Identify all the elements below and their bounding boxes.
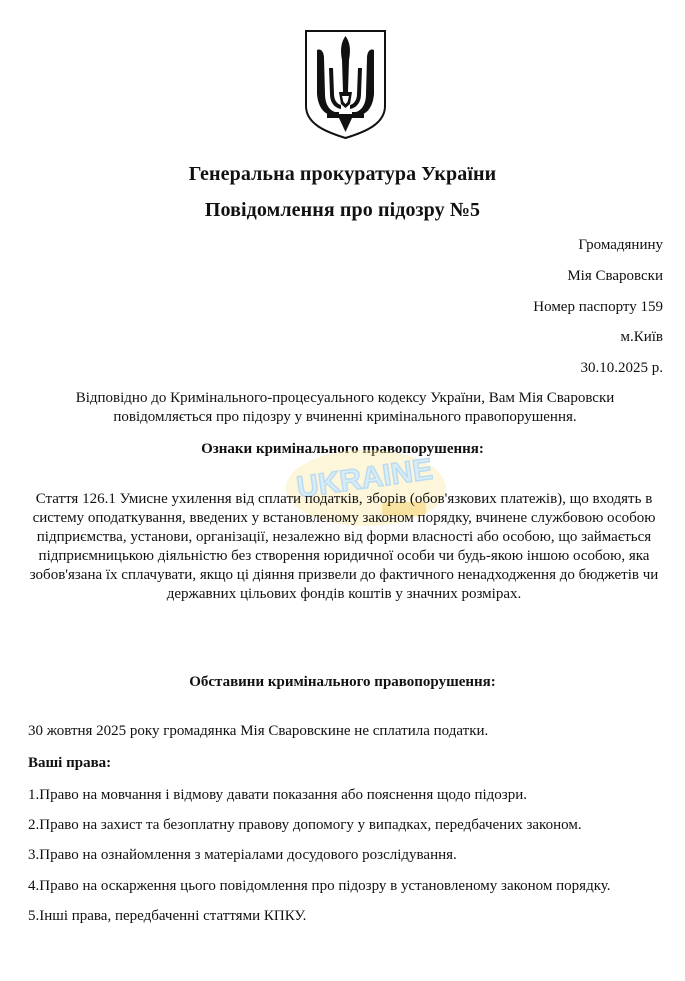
- watermark-text: UKRAINE: [294, 452, 435, 505]
- right-item-5: 5.Інші права, передбаченні статтями КПКУ.: [28, 908, 307, 924]
- addressee-name: Мія Сваровски: [567, 268, 663, 284]
- right-item-2: 2.Право на захист та безоплатну правову допомогу у випадках, передбачених законом.: [28, 817, 582, 833]
- article-text: Стаття 126.1 Умисне ухилення від сплати податків, зборів (обов'язкових платежів), що входять в систему оподаткування, введених у встановленому законом порядку, вчинене службовою особою підприємства, установи, організації, незалежно від форми власності або особою, що займається підприємницькою діяльністю без створення юридичної особи чи будь-якою іншою особою, яка зобов'язана їх сплачувати, якщо ці діяння призвели до фактичного ненадходження до бюджетів чи державних цільових фондів коштів у значних розмірах.: [29, 491, 659, 602]
- right-item-1: 1.Право на мовчання і відмову давати показання або пояснення щодо підозри.: [28, 787, 527, 803]
- passport-number: Номер паспорту 159: [533, 299, 663, 315]
- signs-heading: Ознаки кримінального правопорушення:: [201, 441, 484, 457]
- city: м.Київ: [620, 329, 663, 345]
- document-date: 30.10.2025 р.: [580, 360, 663, 376]
- document-title: Повідомлення про підозру №5: [204, 199, 481, 221]
- right-item-3: 3.Право на ознайомлення з матеріалами досудового розслідування.: [28, 847, 457, 863]
- circumstances-heading: Обставини кримінального правопорушення:: [189, 674, 496, 690]
- circumstances-text: 30 жовтня 2025 року громадянка Мія Сваровскине не сплатила податки.: [28, 723, 489, 739]
- rights-heading: Ваші права:: [28, 755, 112, 771]
- addressee-label: Громадянину: [578, 237, 663, 253]
- organization-title: Генеральна прокуратура України: [188, 163, 497, 185]
- trident-coat-of-arms-icon: [303, 28, 388, 140]
- intro-paragraph: Відповідно до Кримінального-процесуального кодексу України, Вам Мія Сваровски повідомляється про підозру у вчиненні кримінального правопорушення.: [75, 390, 615, 425]
- right-item-4: 4.Право на оскарження цього повідомлення про підозру в установленому законом порядку.: [28, 878, 611, 894]
